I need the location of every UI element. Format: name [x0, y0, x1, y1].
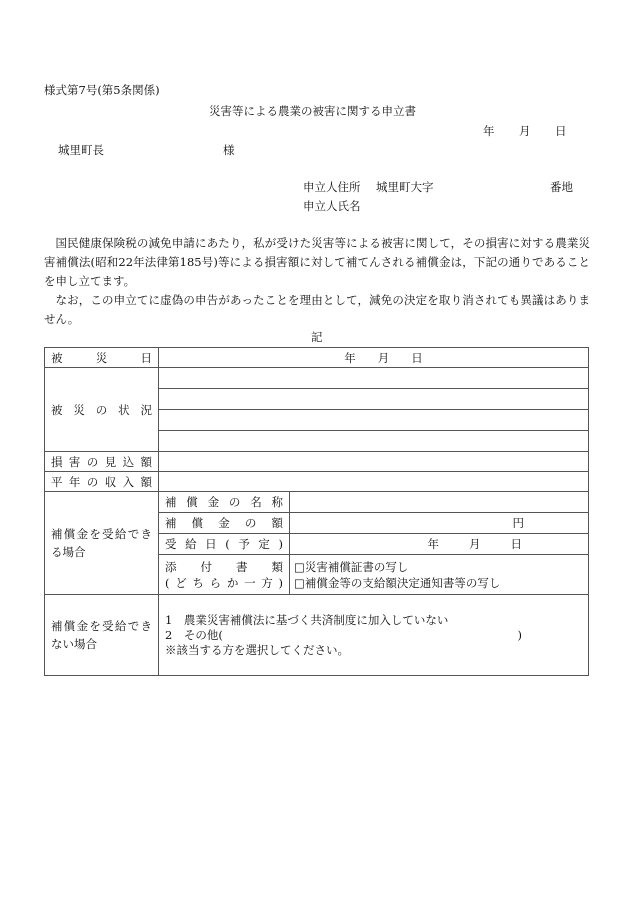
cannot-option-2[interactable]: 2 その他( [165, 627, 223, 642]
receive-month: 月 [469, 537, 481, 551]
can-receive-label: 補償金を受給できる場合 [45, 492, 159, 595]
receive-date-value[interactable] [290, 534, 589, 555]
body-paragraph-1: 国民健康保険税の減免申請にあたり，私が受けた災害等による被害に関して，その損害に対する農業災害補償法(昭和22年法律第185号)等による損害額に対して補てんされる補償金は，下記の通りであることを申し立てます。 [44, 236, 590, 288]
cannot-option-1[interactable]: 1 農業災害補償法に基づく共済制度に加入していない [165, 612, 449, 627]
disaster-month: 月 [377, 350, 390, 365]
applicant-address-label: 申立人住所 [303, 180, 361, 194]
disaster-year: 年 [344, 350, 356, 365]
disaster-day: 日 [411, 350, 423, 365]
disaster-date-value[interactable] [159, 348, 589, 368]
comp-name-label: 補償金の名称 [159, 492, 290, 513]
disaster-status-line-4[interactable] [159, 431, 589, 452]
comp-amount-unit: 円 [512, 516, 524, 530]
form-number: 様式第7号(第5条関係) [44, 83, 160, 97]
comp-name-value[interactable] [290, 492, 589, 513]
body-text [44, 234, 590, 329]
applicant-name-label: 申立人氏名 [303, 199, 361, 213]
comp-amount-value[interactable] [290, 513, 589, 534]
applicant-address-value: 城里町大字 [376, 180, 434, 194]
cannot-option-2-close: ) [517, 627, 522, 642]
cannot-receive-label: 補償金を受給できない場合 [45, 595, 159, 676]
disaster-status-line-2[interactable] [159, 389, 589, 410]
receive-date-label: 受給日(予定) [159, 534, 290, 555]
damage-estimate-label: 損害の見込額 [45, 452, 159, 472]
addressee-name: 城里町長 [58, 143, 104, 157]
date-day-label: 日 [555, 124, 567, 138]
addressee-honorific: 様 [223, 143, 235, 157]
attach-options [290, 555, 589, 595]
disaster-status-line-1[interactable] [159, 368, 589, 389]
receive-year: 年 [427, 537, 439, 551]
attach-label: 添付書類 (どちらか一方) [159, 555, 290, 595]
details-table [44, 347, 589, 676]
avg-income-label: 平年の収入額 [45, 472, 159, 492]
cannot-note: ※該当する方を選択してください。 [165, 642, 349, 657]
receive-day: 日 [510, 537, 522, 551]
avg-income-value[interactable] [159, 472, 589, 492]
date-month-label: 月 [519, 124, 531, 138]
applicant-address-suffix: 番地 [550, 180, 573, 194]
comp-amount-label: 補償金の額 [159, 513, 290, 534]
disaster-date-label: 被 災 日 [45, 348, 159, 368]
disaster-status-line-3[interactable] [159, 410, 589, 431]
damage-estimate-value[interactable] [159, 452, 589, 472]
attach-sub-label: (どちらか一方) [165, 575, 283, 590]
body-paragraph-2: なお，この申立てに虚偽の申告があったことを理由として，減免の決定を取り消されても異議はありません。 [44, 293, 590, 326]
attach-option-notice[interactable]: □補償金等の支給額決定通知書等の写し [294, 575, 501, 590]
date-year-label: 年 [483, 124, 495, 138]
attach-option-certificate[interactable]: □災害補償証書の写し [294, 559, 409, 574]
disaster-status-label: 被災の状況 [45, 368, 159, 452]
ki-heading: 記 [311, 330, 323, 344]
cannot-receive-options [159, 595, 589, 676]
document-title: 災害等による農業の被害に関する申立書 [209, 104, 416, 118]
